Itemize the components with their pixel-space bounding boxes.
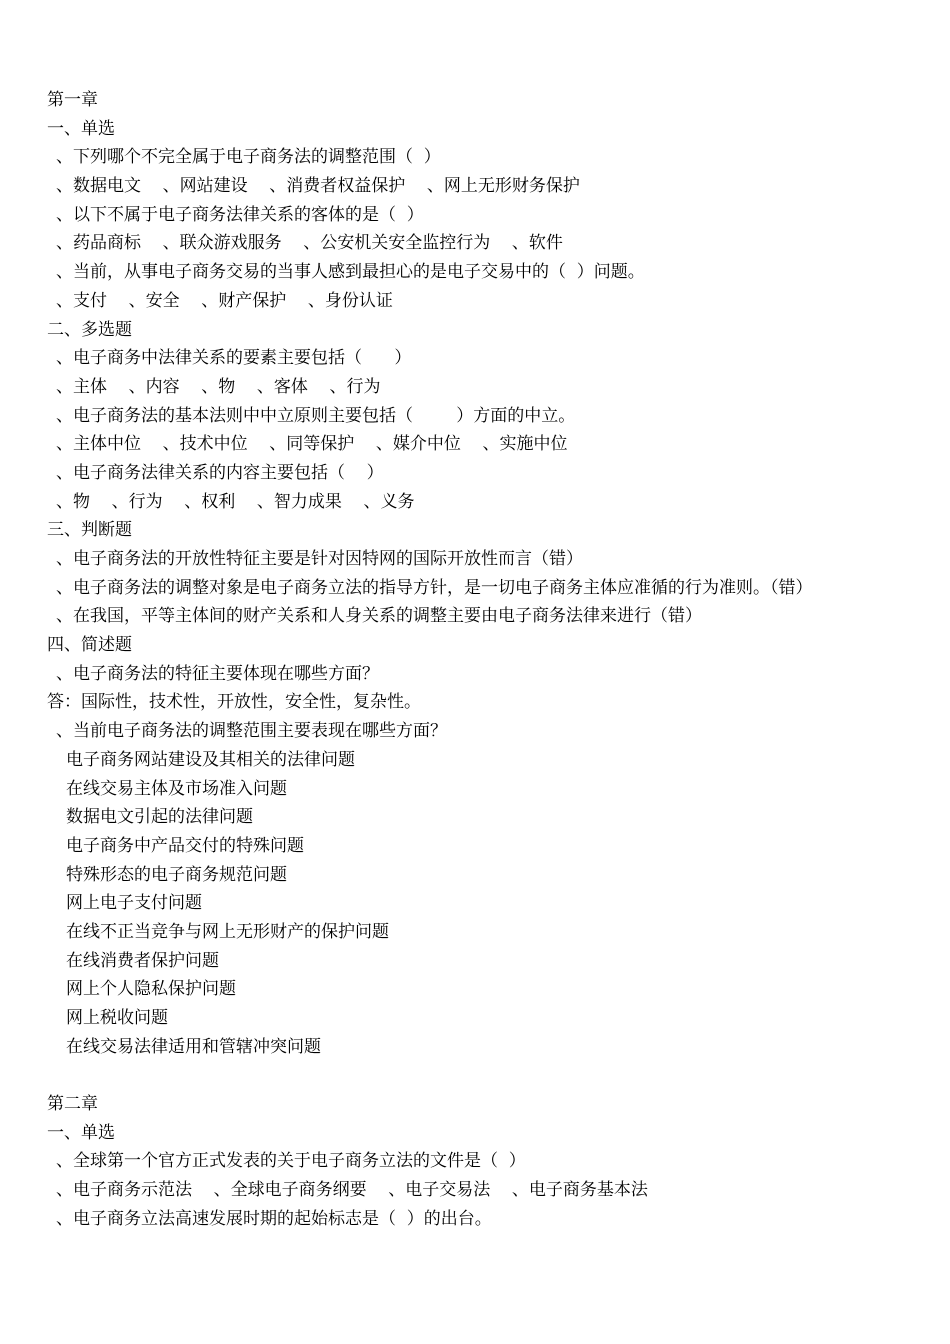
answer-item: 数据电文引起的法律问题 bbox=[66, 807, 253, 828]
chapter-title: 第一章 bbox=[47, 90, 98, 110]
question: 、全球第一个官方正式发表的关于电子商务立法的文件是（ ） bbox=[56, 1151, 526, 1172]
question: 、当前，从事电子商务交易的当事人感到最担心的是电子交易中的（ ）问题。 bbox=[56, 262, 645, 283]
answer-item: 电子商务网站建设及其相关的法律问题 bbox=[66, 749, 355, 770]
document-page bbox=[0, 86, 950, 1234]
options: 、主体 、内容 、物 、客体 、行为 bbox=[56, 376, 381, 397]
question: 、以下不属于电子商务法律关系的客体的是（ ） bbox=[56, 204, 424, 225]
statement: 、电子商务法的调整对象是电子商务立法的指导方针，是一切电子商务主体应准循的行为准则。（错） bbox=[56, 577, 813, 598]
options: 、支付 、安全 、财产保护 、身份认证 bbox=[56, 290, 393, 311]
spacer bbox=[0, 1061, 950, 1090]
question: 、电子商务立法高速发展时期的起始标志是（ ）的出台。 bbox=[56, 1208, 492, 1229]
answer: 答：国际性，技术性，开放性，安全性，复杂性。 bbox=[47, 692, 421, 713]
answer-item: 在线不正当竞争与网上无形财产的保护问题 bbox=[66, 921, 389, 942]
section-heading: 四、简述题 bbox=[47, 635, 132, 656]
question: 、电子商务中法律关系的要素主要包括（ ） bbox=[56, 348, 412, 369]
answer-item: 电子商务中产品交付的特殊问题 bbox=[66, 835, 304, 856]
options: 、药品商标 、联众游戏服务 、公安机关安全监控行为 、软件 bbox=[56, 233, 563, 254]
section-heading: 一、单选 bbox=[47, 118, 115, 139]
answer-item: 网上税收问题 bbox=[66, 1008, 168, 1028]
chapter-title: 第二章 bbox=[47, 1094, 98, 1115]
options: 、电子商务示范法 、全球电子商务纲要 、电子交易法 、电子商务基本法 bbox=[56, 1180, 648, 1201]
options: 、主体中位 、技术中位 、同等保护 、媒介中位 、实施中位 bbox=[56, 434, 568, 455]
options: 、数据电文 、网站建设 、消费者权益保护 、网上无形财务保护 bbox=[56, 176, 580, 197]
answer-item: 网上个人隐私保护问题 bbox=[66, 979, 236, 1000]
statement: 、在我国，平等主体间的财产关系和人身关系的调整主要由电子商务法律来进行（错） bbox=[56, 606, 702, 627]
question: 、电子商务法的基本法则中中立原则主要包括（ ）方面的中立。 bbox=[56, 405, 576, 426]
options: 、物 、行为 、权利 、智力成果 、义务 bbox=[56, 491, 415, 512]
question: 、电子商务法律关系的内容主要包括（ ） bbox=[56, 462, 384, 483]
section-heading: 三、判断题 bbox=[47, 520, 132, 541]
statement: 、电子商务法的开放性特征主要是针对因特网的国际开放性而言（错） bbox=[56, 549, 583, 569]
answer-item: 在线交易法律适用和管辖冲突问题 bbox=[66, 1036, 321, 1057]
question: 、下列哪个不完全属于电子商务法的调整范围（ ） bbox=[56, 147, 441, 168]
answer-item: 在线交易主体及市场准入问题 bbox=[66, 778, 287, 799]
answer-item: 特殊形态的电子商务规范问题 bbox=[66, 864, 287, 885]
answer-item: 在线消费者保护问题 bbox=[66, 950, 219, 971]
section-heading: 一、单选 bbox=[47, 1122, 115, 1143]
answer-item: 网上电子支付问题 bbox=[66, 893, 202, 914]
section-heading: 二、多选题 bbox=[47, 319, 132, 340]
question: 、电子商务法的特征主要体现在哪些方面？ bbox=[56, 663, 379, 684]
question: 、当前电子商务法的调整范围主要表现在哪些方面？ bbox=[56, 721, 447, 742]
